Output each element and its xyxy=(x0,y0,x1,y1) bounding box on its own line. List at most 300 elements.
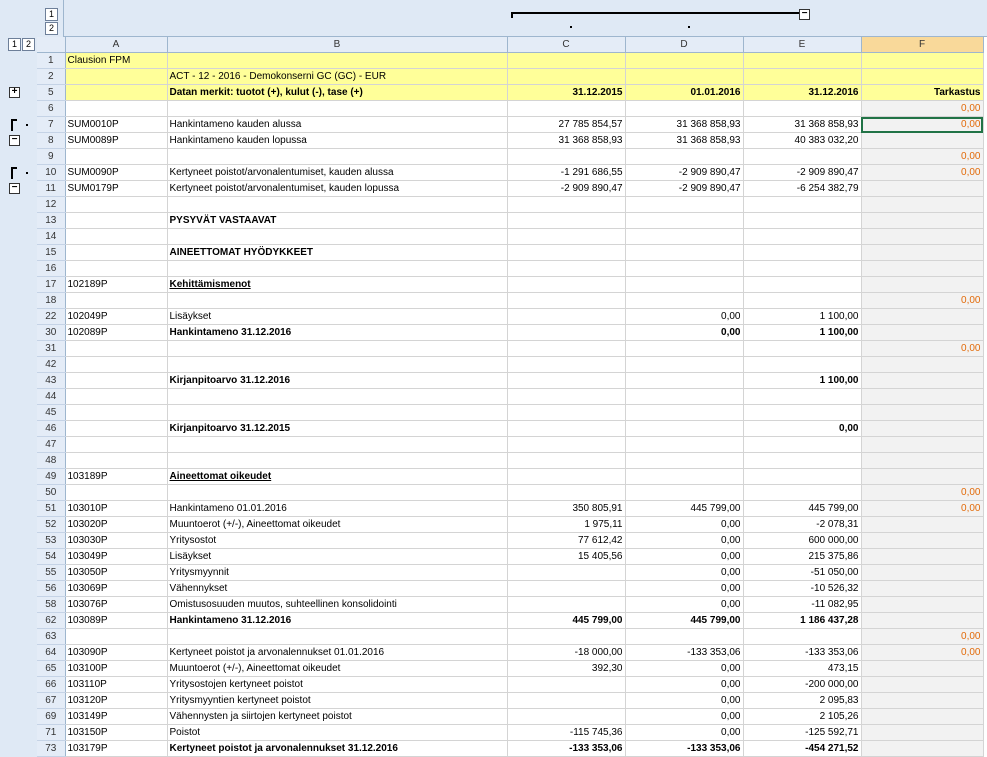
cell-f-check[interactable] xyxy=(861,389,983,405)
cell-d-value[interactable] xyxy=(625,421,743,437)
cell-e-value[interactable]: -51 050,00 xyxy=(743,565,861,581)
cell-b-label[interactable] xyxy=(167,389,507,405)
row-header[interactable]: 69 xyxy=(37,709,65,725)
row-header[interactable]: 7 xyxy=(37,117,65,133)
cell-a-code[interactable]: 103020P xyxy=(65,517,167,533)
cell-b-label[interactable] xyxy=(167,437,507,453)
row-header[interactable]: 44 xyxy=(37,389,65,405)
row-header[interactable]: 16 xyxy=(37,261,65,277)
row-header[interactable]: 50 xyxy=(37,485,65,501)
cell-b-label[interactable] xyxy=(167,629,507,645)
select-all-corner[interactable] xyxy=(37,37,65,53)
row-header[interactable]: 14 xyxy=(37,229,65,245)
cell-c-value[interactable] xyxy=(507,213,625,229)
cell-e-value[interactable]: 1 100,00 xyxy=(743,373,861,389)
cell-a-code[interactable] xyxy=(65,213,167,229)
cell-a-code[interactable]: SUM0010P xyxy=(65,117,167,133)
cell-b-label[interactable] xyxy=(167,357,507,373)
row-header[interactable]: 1 xyxy=(37,53,65,69)
cell-c-value[interactable]: 1 975,11 xyxy=(507,517,625,533)
cell-e-value[interactable] xyxy=(743,293,861,309)
cell-b-label[interactable] xyxy=(167,149,507,165)
cell-a-code[interactable] xyxy=(65,341,167,357)
cell-b-label[interactable]: Aineettomat oikeudet xyxy=(167,469,507,485)
cell-c-value[interactable] xyxy=(507,277,625,293)
cell-d-value[interactable] xyxy=(625,357,743,373)
cell-a-code[interactable]: Clausion FPM xyxy=(65,53,167,69)
cell-a-code[interactable]: 103149P xyxy=(65,709,167,725)
column-header-d[interactable]: D xyxy=(625,37,743,53)
cell-b-label[interactable]: AINEETTOMAT HYÖDYKKEET xyxy=(167,245,507,261)
cell-d-value[interactable] xyxy=(625,469,743,485)
cell-b-label[interactable]: Kertyneet poistot ja arvonalennukset 31.12.2016 xyxy=(167,741,507,757)
cell-d-value[interactable]: 0,00 xyxy=(625,309,743,325)
cell-e-value[interactable] xyxy=(743,277,861,293)
cell-e-value[interactable] xyxy=(743,469,861,485)
row-header[interactable]: 52 xyxy=(37,517,65,533)
row-header[interactable]: 10 xyxy=(37,165,65,181)
row-header[interactable]: 65 xyxy=(37,661,65,677)
cell-f-check[interactable] xyxy=(861,549,983,565)
cell-d-value[interactable] xyxy=(625,261,743,277)
cell-b-label[interactable] xyxy=(167,293,507,309)
cell-f-check[interactable] xyxy=(861,405,983,421)
cell-d-value[interactable] xyxy=(625,245,743,261)
row-level-1-button[interactable]: 1 xyxy=(8,38,21,51)
cell-e-value[interactable] xyxy=(743,53,861,69)
cell-d-value[interactable]: 0,00 xyxy=(625,677,743,693)
cell-e-value[interactable] xyxy=(743,245,861,261)
cell-f-check[interactable] xyxy=(861,309,983,325)
column-header-f[interactable]: F xyxy=(861,37,983,53)
cell-a-code[interactable]: 103010P xyxy=(65,501,167,517)
row-header[interactable]: 46 xyxy=(37,421,65,437)
cell-f-check[interactable]: 0,00 xyxy=(861,165,983,181)
cell-d-value[interactable]: 0,00 xyxy=(625,565,743,581)
cell-a-code[interactable] xyxy=(65,629,167,645)
cell-a-code[interactable]: 103100P xyxy=(65,661,167,677)
cell-e-value[interactable]: -133 353,06 xyxy=(743,645,861,661)
cell-c-value[interactable] xyxy=(507,677,625,693)
cell-f-check[interactable] xyxy=(861,245,983,261)
cell-b-label[interactable] xyxy=(167,485,507,501)
row-header[interactable]: 30 xyxy=(37,325,65,341)
cell-b-label[interactable]: Yritysostot xyxy=(167,533,507,549)
cell-c-value[interactable]: -115 745,36 xyxy=(507,725,625,741)
cell-d-value[interactable] xyxy=(625,277,743,293)
column-level-2-button[interactable]: 2 xyxy=(45,22,58,35)
cell-a-code[interactable]: 103090P xyxy=(65,645,167,661)
cell-e-value[interactable] xyxy=(743,341,861,357)
cell-b-label[interactable]: Lisäykset xyxy=(167,549,507,565)
cell-d-value[interactable]: 0,00 xyxy=(625,597,743,613)
row-header[interactable]: 54 xyxy=(37,549,65,565)
cell-c-value[interactable]: 350 805,91 xyxy=(507,501,625,517)
row-group-collapse-button[interactable]: − xyxy=(9,183,20,194)
column-header-a[interactable]: A xyxy=(65,37,167,53)
row-header[interactable]: 67 xyxy=(37,693,65,709)
cell-f-check[interactable] xyxy=(861,661,983,677)
cell-c-value[interactable] xyxy=(507,341,625,357)
cell-d-value[interactable] xyxy=(625,485,743,501)
cell-c-value[interactable] xyxy=(507,69,625,85)
cell-a-code[interactable] xyxy=(65,197,167,213)
cell-f-check[interactable] xyxy=(861,581,983,597)
cell-b-label[interactable]: Kirjanpitoarvo 31.12.2016 xyxy=(167,373,507,389)
cell-f-check[interactable] xyxy=(861,565,983,581)
cell-d-value[interactable]: -133 353,06 xyxy=(625,645,743,661)
cell-c-value[interactable] xyxy=(507,229,625,245)
cell-b-label[interactable]: Muuntoerot (+/-), Aineettomat oikeudet xyxy=(167,517,507,533)
cell-c-value[interactable]: 15 405,56 xyxy=(507,549,625,565)
cell-f-check[interactable] xyxy=(861,357,983,373)
cell-e-value[interactable]: -2 078,31 xyxy=(743,517,861,533)
cell-f-check[interactable] xyxy=(861,261,983,277)
cell-e-value[interactable] xyxy=(743,389,861,405)
column-level-1-button[interactable]: 1 xyxy=(45,8,58,21)
cell-c-value[interactable] xyxy=(507,421,625,437)
cell-d-value[interactable]: 0,00 xyxy=(625,693,743,709)
cell-d-value[interactable] xyxy=(625,405,743,421)
cell-a-code[interactable] xyxy=(65,261,167,277)
cell-c-value[interactable] xyxy=(507,261,625,277)
cell-d-value[interactable] xyxy=(625,213,743,229)
cell-c-value[interactable] xyxy=(507,565,625,581)
cell-d-value[interactable]: 0,00 xyxy=(625,517,743,533)
cell-d-value[interactable] xyxy=(625,149,743,165)
cell-d-value[interactable]: 0,00 xyxy=(625,325,743,341)
cell-a-code[interactable]: 103179P xyxy=(65,741,167,757)
cell-a-code[interactable]: 102089P xyxy=(65,325,167,341)
cell-d-value[interactable]: 0,00 xyxy=(625,549,743,565)
cell-b-label[interactable] xyxy=(167,197,507,213)
cell-f-check[interactable] xyxy=(861,325,983,341)
cell-a-code[interactable] xyxy=(65,373,167,389)
cell-e-value[interactable]: 31 368 858,93 xyxy=(743,117,861,133)
row-header[interactable]: 15 xyxy=(37,245,65,261)
row-header[interactable]: 66 xyxy=(37,677,65,693)
cell-f-check[interactable] xyxy=(861,725,983,741)
cell-f-check[interactable] xyxy=(861,421,983,437)
cell-c-value[interactable] xyxy=(507,53,625,69)
cell-d-value[interactable] xyxy=(625,53,743,69)
cell-d-value[interactable]: 0,00 xyxy=(625,661,743,677)
cell-b-label[interactable]: Vähennysten ja siirtojen kertyneet poistot xyxy=(167,709,507,725)
cell-b-label[interactable] xyxy=(167,101,507,117)
cell-a-code[interactable]: 103110P xyxy=(65,677,167,693)
cell-c-value[interactable] xyxy=(507,373,625,389)
cell-f-check[interactable] xyxy=(861,597,983,613)
cell-e-value[interactable] xyxy=(743,453,861,469)
cell-d-value[interactable]: 0,00 xyxy=(625,581,743,597)
cell-c-value[interactable]: 77 612,42 xyxy=(507,533,625,549)
cell-d-value[interactable]: -2 909 890,47 xyxy=(625,165,743,181)
row-header[interactable]: 42 xyxy=(37,357,65,373)
cell-b-label[interactable]: Kertyneet poistot/arvonalentumiset, kauden alussa xyxy=(167,165,507,181)
cell-a-code[interactable] xyxy=(65,85,167,101)
cell-f-check[interactable]: 0,00 xyxy=(861,149,983,165)
spreadsheet-grid[interactable] xyxy=(37,37,984,757)
row-header[interactable]: 56 xyxy=(37,581,65,597)
cell-e-value[interactable] xyxy=(743,437,861,453)
cell-d-value[interactable]: 445 799,00 xyxy=(625,501,743,517)
cell-b-label[interactable] xyxy=(167,341,507,357)
cell-a-code[interactable]: 103069P xyxy=(65,581,167,597)
row-header[interactable]: 43 xyxy=(37,373,65,389)
cell-c-value[interactable]: -1 291 686,55 xyxy=(507,165,625,181)
cell-a-code[interactable] xyxy=(65,229,167,245)
row-header[interactable]: 2 xyxy=(37,69,65,85)
cell-e-value[interactable]: -11 082,95 xyxy=(743,597,861,613)
cell-b-label[interactable]: Poistot xyxy=(167,725,507,741)
cell-c-value[interactable] xyxy=(507,245,625,261)
cell-a-code[interactable]: SUM0089P xyxy=(65,133,167,149)
cell-f-check[interactable] xyxy=(861,693,983,709)
cell-c-value[interactable] xyxy=(507,597,625,613)
cell-c-value[interactable]: -18 000,00 xyxy=(507,645,625,661)
column-group-collapse-button[interactable]: − xyxy=(799,9,810,20)
cell-b-label[interactable]: Datan merkit: tuotot (+), kulut (-), tase (+) xyxy=(167,85,507,101)
cell-c-value[interactable]: 31.12.2015 xyxy=(507,85,625,101)
cell-f-check[interactable] xyxy=(861,69,983,85)
cell-c-value[interactable]: 27 785 854,57 xyxy=(507,117,625,133)
cell-f-check[interactable] xyxy=(861,741,983,757)
cell-d-value[interactable]: -133 353,06 xyxy=(625,741,743,757)
cell-b-label[interactable] xyxy=(167,53,507,69)
row-group-expand-button[interactable]: + xyxy=(9,87,20,98)
row-header[interactable]: 48 xyxy=(37,453,65,469)
cell-b-label[interactable]: Kertyneet poistot/arvonalentumiset, kauden lopussa xyxy=(167,181,507,197)
cell-e-value[interactable] xyxy=(743,229,861,245)
row-header[interactable]: 53 xyxy=(37,533,65,549)
cell-f-check[interactable] xyxy=(861,517,983,533)
cell-c-value[interactable] xyxy=(507,437,625,453)
cell-e-value[interactable]: 1 100,00 xyxy=(743,309,861,325)
cell-e-value[interactable]: 215 375,86 xyxy=(743,549,861,565)
cell-a-code[interactable]: 102189P xyxy=(65,277,167,293)
row-header[interactable]: 73 xyxy=(37,741,65,757)
row-header[interactable]: 49 xyxy=(37,469,65,485)
cell-c-value[interactable] xyxy=(507,309,625,325)
cell-a-code[interactable]: 103049P xyxy=(65,549,167,565)
cell-c-value[interactable] xyxy=(507,629,625,645)
cell-b-label[interactable]: Vähennykset xyxy=(167,581,507,597)
cell-f-check[interactable] xyxy=(861,613,983,629)
cell-f-check[interactable] xyxy=(861,213,983,229)
cell-e-value[interactable]: 1 186 437,28 xyxy=(743,613,861,629)
cell-e-value[interactable] xyxy=(743,69,861,85)
cell-d-value[interactable] xyxy=(625,197,743,213)
cell-e-value[interactable] xyxy=(743,357,861,373)
row-header[interactable]: 31 xyxy=(37,341,65,357)
row-header[interactable]: 55 xyxy=(37,565,65,581)
cell-e-value[interactable]: 31.12.2016 xyxy=(743,85,861,101)
cell-c-value[interactable] xyxy=(507,709,625,725)
cell-e-value[interactable]: 473,15 xyxy=(743,661,861,677)
cell-a-code[interactable]: 103089P xyxy=(65,613,167,629)
cell-e-value[interactable]: 1 100,00 xyxy=(743,325,861,341)
cell-c-value[interactable]: -133 353,06 xyxy=(507,741,625,757)
row-header[interactable]: 8 xyxy=(37,133,65,149)
cell-a-code[interactable]: 103150P xyxy=(65,725,167,741)
cell-d-value[interactable]: 0,00 xyxy=(625,725,743,741)
cell-d-value[interactable]: 01.01.2016 xyxy=(625,85,743,101)
cell-a-code[interactable] xyxy=(65,405,167,421)
row-header[interactable]: 45 xyxy=(37,405,65,421)
cell-d-value[interactable] xyxy=(625,389,743,405)
cell-f-check[interactable] xyxy=(861,229,983,245)
cell-c-value[interactable] xyxy=(507,149,625,165)
cell-f-check[interactable] xyxy=(861,469,983,485)
cell-c-value[interactable] xyxy=(507,581,625,597)
row-header[interactable]: 62 xyxy=(37,613,65,629)
cell-a-code[interactable] xyxy=(65,69,167,85)
row-header[interactable]: 51 xyxy=(37,501,65,517)
cell-d-value[interactable] xyxy=(625,373,743,389)
cell-e-value[interactable]: 40 383 032,20 xyxy=(743,133,861,149)
row-header[interactable]: 6 xyxy=(37,101,65,117)
row-level-2-button[interactable]: 2 xyxy=(22,38,35,51)
cell-d-value[interactable] xyxy=(625,101,743,117)
cell-e-value[interactable] xyxy=(743,485,861,501)
cell-b-label[interactable]: Yritysmyyntien kertyneet poistot xyxy=(167,693,507,709)
cell-e-value[interactable] xyxy=(743,213,861,229)
cell-f-check[interactable]: 0,00 xyxy=(861,501,983,517)
cell-c-value[interactable] xyxy=(507,405,625,421)
cell-f-check[interactable]: 0,00 xyxy=(861,341,983,357)
cell-f-check[interactable] xyxy=(861,181,983,197)
cell-d-value[interactable] xyxy=(625,629,743,645)
cell-e-value[interactable]: -200 000,00 xyxy=(743,677,861,693)
cell-e-value[interactable]: -125 592,71 xyxy=(743,725,861,741)
cell-a-code[interactable]: SUM0179P xyxy=(65,181,167,197)
cell-c-value[interactable]: 31 368 858,93 xyxy=(507,133,625,149)
row-header[interactable]: 11 xyxy=(37,181,65,197)
cell-a-code[interactable]: 102049P xyxy=(65,309,167,325)
column-header-c[interactable]: C xyxy=(507,37,625,53)
cell-a-code[interactable] xyxy=(65,293,167,309)
cell-e-value[interactable]: 0,00 xyxy=(743,421,861,437)
cell-e-value[interactable] xyxy=(743,405,861,421)
cell-d-value[interactable] xyxy=(625,229,743,245)
selected-cell[interactable]: 0,00 xyxy=(861,117,983,133)
cell-a-code[interactable]: 103030P xyxy=(65,533,167,549)
cell-e-value[interactable] xyxy=(743,629,861,645)
cell-d-value[interactable]: 31 368 858,93 xyxy=(625,117,743,133)
cell-b-label[interactable] xyxy=(167,261,507,277)
cell-b-label[interactable]: Hankintameno kauden alussa xyxy=(167,117,507,133)
cell-b-label[interactable]: Lisäykset xyxy=(167,309,507,325)
cell-c-value[interactable]: -2 909 890,47 xyxy=(507,181,625,197)
cell-b-label[interactable]: Muuntoerot (+/-), Aineettomat oikeudet xyxy=(167,661,507,677)
cell-e-value[interactable]: 445 799,00 xyxy=(743,501,861,517)
cell-d-value[interactable]: 445 799,00 xyxy=(625,613,743,629)
cell-d-value[interactable] xyxy=(625,293,743,309)
cell-c-value[interactable]: 445 799,00 xyxy=(507,613,625,629)
cell-c-value[interactable] xyxy=(507,469,625,485)
cell-f-check[interactable] xyxy=(861,677,983,693)
cell-e-value[interactable] xyxy=(743,197,861,213)
cell-b-label[interactable] xyxy=(167,405,507,421)
cell-b-label[interactable]: Yritysmyynnit xyxy=(167,565,507,581)
row-header[interactable]: 17 xyxy=(37,277,65,293)
cell-b-label[interactable]: Kertyneet poistot ja arvonalennukset 01.01.2016 xyxy=(167,645,507,661)
cell-b-label[interactable] xyxy=(167,229,507,245)
cell-b-label[interactable]: ACT - 12 - 2016 - Demokonserni GC (GC) - EUR xyxy=(167,69,507,85)
cell-f-check[interactable] xyxy=(861,133,983,149)
cell-f-check[interactable]: Tarkastus xyxy=(861,85,983,101)
cell-f-check[interactable] xyxy=(861,453,983,469)
cell-e-value[interactable]: -454 271,52 xyxy=(743,741,861,757)
cell-d-value[interactable]: -2 909 890,47 xyxy=(625,181,743,197)
cell-a-code[interactable] xyxy=(65,421,167,437)
row-header[interactable]: 63 xyxy=(37,629,65,645)
cell-e-value[interactable]: 600 000,00 xyxy=(743,533,861,549)
cell-e-value[interactable] xyxy=(743,149,861,165)
cell-f-check[interactable]: 0,00 xyxy=(861,629,983,645)
row-header[interactable]: 9 xyxy=(37,149,65,165)
cell-a-code[interactable]: 103076P xyxy=(65,597,167,613)
cell-c-value[interactable] xyxy=(507,389,625,405)
row-header[interactable]: 71 xyxy=(37,725,65,741)
cell-c-value[interactable] xyxy=(507,453,625,469)
cell-c-value[interactable] xyxy=(507,293,625,309)
cell-f-check[interactable]: 0,00 xyxy=(861,485,983,501)
cell-f-check[interactable] xyxy=(861,53,983,69)
cell-e-value[interactable]: -2 909 890,47 xyxy=(743,165,861,181)
cell-c-value[interactable] xyxy=(507,325,625,341)
cell-d-value[interactable] xyxy=(625,69,743,85)
cell-e-value[interactable]: -10 526,32 xyxy=(743,581,861,597)
cell-f-check[interactable]: 0,00 xyxy=(861,293,983,309)
cell-f-check[interactable] xyxy=(861,533,983,549)
cell-e-value[interactable] xyxy=(743,261,861,277)
cell-b-label[interactable]: Hankintameno 01.01.2016 xyxy=(167,501,507,517)
cell-a-code[interactable] xyxy=(65,453,167,469)
cell-f-check[interactable] xyxy=(861,373,983,389)
cell-e-value[interactable]: 2 095,83 xyxy=(743,693,861,709)
cell-c-value[interactable] xyxy=(507,197,625,213)
cell-b-label[interactable]: Yritysostojen kertyneet poistot xyxy=(167,677,507,693)
row-header[interactable]: 47 xyxy=(37,437,65,453)
cell-c-value[interactable] xyxy=(507,101,625,117)
cell-c-value[interactable] xyxy=(507,485,625,501)
cell-b-label[interactable]: Kirjanpitoarvo 31.12.2015 xyxy=(167,421,507,437)
cell-a-code[interactable] xyxy=(65,101,167,117)
cell-c-value[interactable]: 392,30 xyxy=(507,661,625,677)
cell-f-check[interactable] xyxy=(861,437,983,453)
cell-e-value[interactable]: -6 254 382,79 xyxy=(743,181,861,197)
cell-b-label[interactable]: Kehittämismenot xyxy=(167,277,507,293)
cell-a-code[interactable] xyxy=(65,245,167,261)
cell-a-code[interactable]: 103189P xyxy=(65,469,167,485)
cell-a-code[interactable]: SUM0090P xyxy=(65,165,167,181)
cell-b-label[interactable] xyxy=(167,453,507,469)
cell-f-check[interactable] xyxy=(861,709,983,725)
cell-c-value[interactable] xyxy=(507,693,625,709)
cell-c-value[interactable] xyxy=(507,357,625,373)
cell-f-check[interactable] xyxy=(861,277,983,293)
column-header-e[interactable]: E xyxy=(743,37,861,53)
row-header[interactable]: 12 xyxy=(37,197,65,213)
column-header-b[interactable]: B xyxy=(167,37,507,53)
cell-e-value[interactable]: 2 105,26 xyxy=(743,709,861,725)
cell-f-check[interactable]: 0,00 xyxy=(861,645,983,661)
cell-d-value[interactable] xyxy=(625,453,743,469)
cell-b-label[interactable]: Hankintameno 31.12.2016 xyxy=(167,325,507,341)
cell-b-label[interactable]: Hankintameno kauden lopussa xyxy=(167,133,507,149)
row-header[interactable]: 5 xyxy=(37,85,65,101)
